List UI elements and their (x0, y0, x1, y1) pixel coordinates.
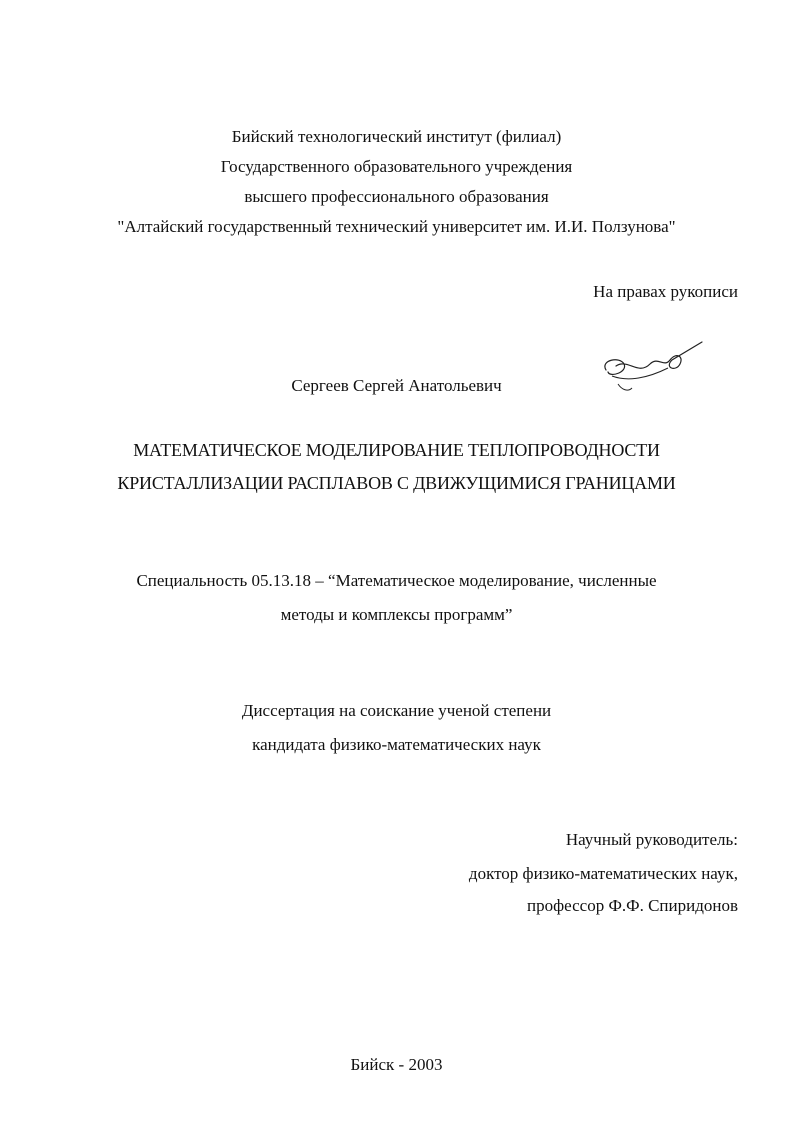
manuscript-note: На правах рукописи (593, 282, 738, 301)
institution-line-1: Бийский технологический институт (филиал) (231, 127, 562, 146)
dissertation-line-1: Диссертация на соискание ученой степени (241, 701, 552, 720)
title-line-2: КРИСТАЛЛИЗАЦИИ РАСПЛАВОВ С ДВИЖУЩИМИСЯ ГРАНИЦАМИ (117, 473, 676, 493)
specialty-line-2: методы и комплексы программ” (280, 605, 513, 624)
city-year: Бийск - 2003 (350, 1055, 443, 1074)
signature-image (598, 338, 708, 398)
institution-line-2: Государственного образовательного учреждения (220, 157, 573, 176)
institution-line-4: "Алтайский государственный технический университет им. И.И. Ползунова" (117, 217, 676, 236)
specialty-line-1: Специальность 05.13.18 – “Математическое моделирование, численные (136, 571, 657, 590)
institution-line-3: высшего профессионального образования (244, 187, 549, 206)
supervisor-degree: доктор физико-математических наук, (468, 864, 738, 883)
supervisor-name: профессор Ф.Ф. Спиридонов (527, 896, 738, 915)
dissertation-line-2: кандидата физико-математических наук (252, 735, 541, 754)
supervisor-label: Научный руководитель: (565, 830, 738, 849)
title-line-1: МАТЕМАТИЧЕСКОЕ МОДЕЛИРОВАНИЕ ТЕПЛОПРОВОДНОСТИ (133, 440, 660, 460)
author-name: Сергеев Сергей Анатольевич (291, 376, 502, 395)
